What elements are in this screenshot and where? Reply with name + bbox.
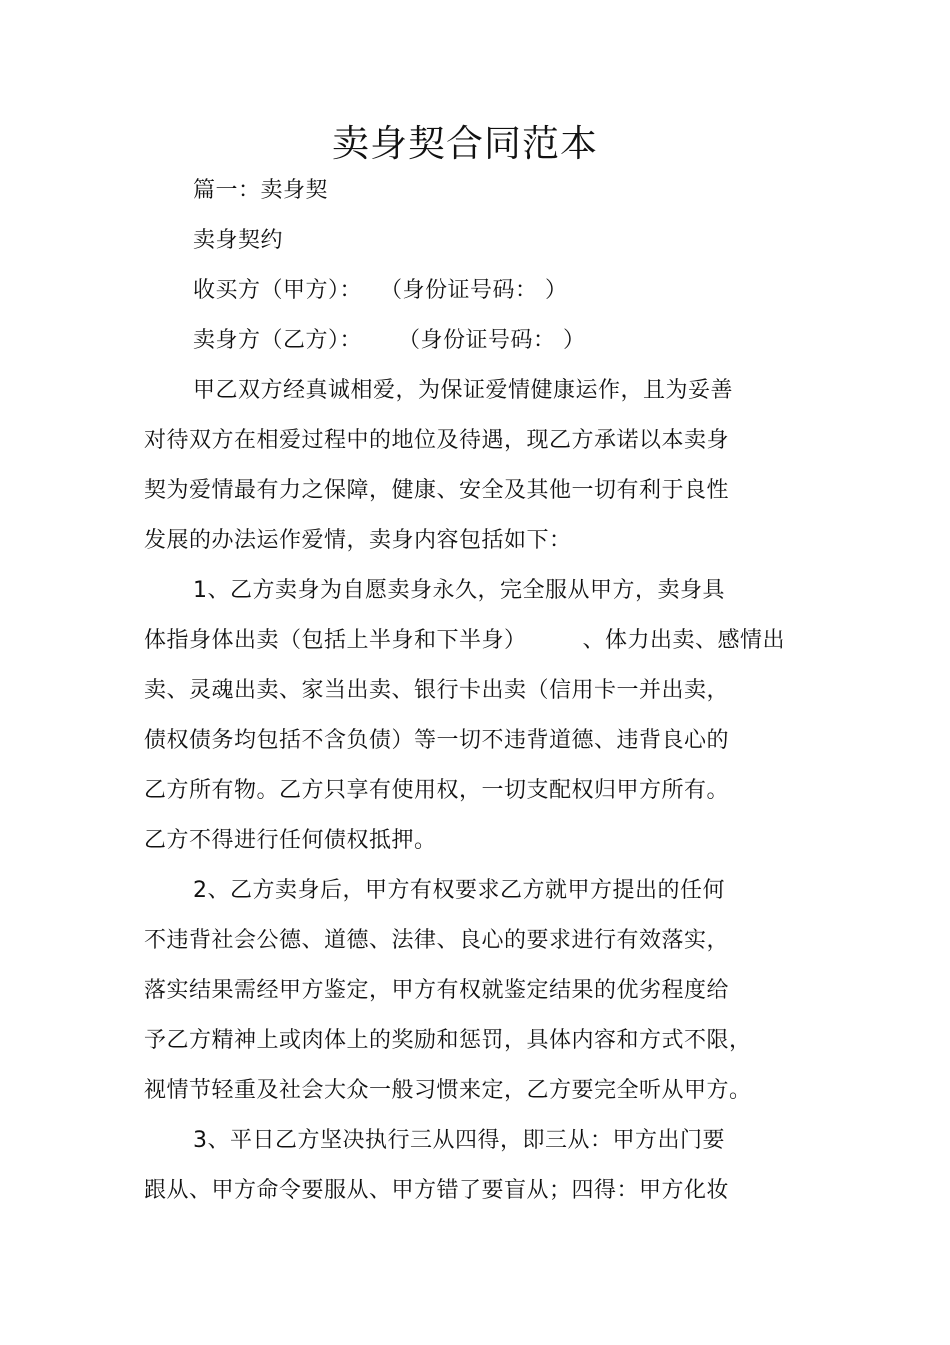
clause-1-line: 1、乙方卖身为自愿卖身永久，完全服从甲方，卖身具: [193, 578, 725, 603]
clause-1-line: 乙方不得进行任何债权抵押。: [144, 828, 437, 853]
clause-1-line: 卖、灵魂出卖、家当出卖、银行卡出卖（信用卡一并出卖，: [144, 678, 730, 703]
buyer-line: [193, 276, 568, 306]
clause-1-segment: 、体力出卖、感情出: [582, 628, 786, 653]
preamble-line: 发展的办法运作爱情，卖身内容包括如下：: [144, 528, 572, 553]
clause-3-line: 跟从、甲方命令要服从、甲方错了要盲从；四得：甲方化妆: [144, 1178, 730, 1203]
clause-2-line: 2、乙方卖身后，甲方有权要求乙方就甲方提出的任何: [193, 878, 725, 903]
clause-2-line: 落实结果需经甲方鉴定，甲方有权就鉴定结果的优劣程度给: [144, 978, 730, 1003]
preamble-line: 契为爱情最有力之保障，健康、安全及其他一切有利于良性: [144, 478, 730, 503]
clause-1-line: 乙方所有物。乙方只享有使用权，一切支配权归甲方所有。: [144, 778, 730, 803]
clause-1-segment: 体指身体出卖（包括上半身和下半身）: [144, 628, 527, 653]
buyer-id-field: （身份证号码： ）: [380, 278, 568, 303]
seller-line: [193, 326, 586, 356]
clause-1-line: [144, 626, 785, 656]
contract-subheading: 卖身契约: [193, 228, 284, 253]
section-heading: 篇一：卖身契: [193, 178, 329, 203]
seller-label: 卖身方（乙方）：: [193, 328, 363, 353]
buyer-label: 收买方（甲方）：: [193, 278, 363, 303]
preamble-line: 对待双方在相爱过程中的地位及待遇，现乙方承诺以本卖身: [144, 428, 730, 453]
seller-id-field: （身份证号码： ）: [398, 328, 586, 353]
clause-2-line: 不违背社会公德、道德、法律、良心的要求进行有效落实，: [144, 928, 730, 953]
clause-3-line: 3、平日乙方坚决执行三从四得，即三从：甲方出门要: [193, 1128, 725, 1153]
clause-2-line: 予乙方精神上或肉体上的奖励和惩罚，具体内容和方式不限，: [144, 1028, 752, 1053]
clause-1-line: 债权债务均包括不含负债）等一切不违背道德、违背良心的: [144, 728, 730, 753]
document-title: 卖身契合同范本: [332, 122, 598, 165]
clause-2-line: 视情节轻重及社会大众一般习惯来定，乙方要完全听从甲方。: [144, 1078, 752, 1103]
preamble-line: 甲乙双方经真诚相爱，为保证爱情健康运作，且为妥善: [193, 378, 734, 403]
